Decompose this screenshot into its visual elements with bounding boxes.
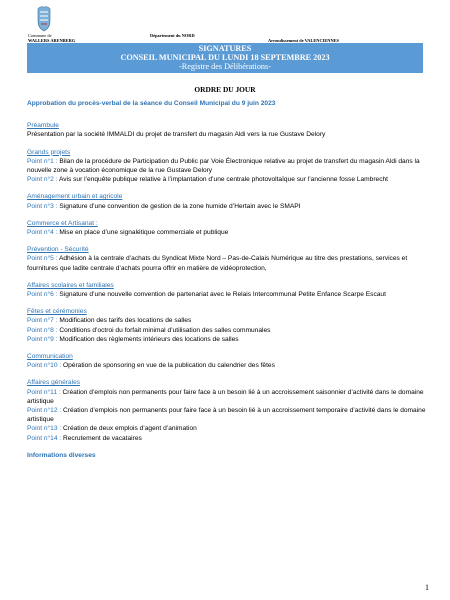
agenda-item <box>27 424 427 433</box>
commune-name: WALLERS ARENBERG <box>28 38 76 43</box>
point-text: Mise en place d’une signalétique commerciale et publique <box>57 229 229 237</box>
commune-label: Commune de <box>28 33 52 38</box>
agenda-section <box>27 281 427 299</box>
agenda-section <box>27 148 427 185</box>
point-number: Point n°10 : <box>27 362 62 370</box>
arrondissement-label: Arrondissement de VALENCIENNES <box>268 38 339 43</box>
point-number: Point n°13 : <box>27 425 62 433</box>
point-number: Point n°5 : <box>27 255 58 263</box>
section-title: Commerce et Artisanat : <box>27 219 98 227</box>
section-title: Affaires générales <box>27 379 81 387</box>
page-number: 1 <box>425 583 429 592</box>
agenda-section <box>27 219 427 237</box>
agenda-item <box>27 228 427 237</box>
agenda-section <box>27 245 427 273</box>
title-line-2: CONSEIL MUNICIPAL DU LUNDI 18 SEPTEMBRE 2023 <box>120 53 330 62</box>
agenda-item <box>27 130 427 139</box>
point-text: Opération de sponsoring en vue de la publication du calendrier des fêtes <box>61 362 275 370</box>
point-number: Point n°14 : <box>27 434 62 442</box>
agenda-section <box>27 307 427 344</box>
agenda-section <box>27 378 427 442</box>
point-number: Point n°11 : <box>27 388 61 396</box>
agenda-item <box>27 388 427 406</box>
point-number: Point n°9 : <box>27 335 58 343</box>
point-number: Point n°7 : <box>27 317 58 325</box>
point-text: Bilan de la procédure de Participation du Public par Voie Électronique relative au projet de transfert du magasin Aldi dans la nouvelle zone à vocation économique de la rue Gustave Delory <box>27 157 420 175</box>
point-number: Point n°6 : <box>27 291 58 299</box>
informations-diverses: Informations diverses <box>27 451 96 459</box>
section-title: Préambule <box>27 122 59 130</box>
point-text: Modification des règlements intérieurs des locations de salles <box>57 335 239 343</box>
agenda-item <box>27 316 427 325</box>
agenda-item <box>27 157 427 175</box>
point-text: Avis sur l’enquête publique relative à l’implantation d’une centrale photovoltaïque sur l’ancienne fosse Lambrecht <box>57 176 389 184</box>
agenda-heading: ORDRE DU JOUR <box>194 85 256 94</box>
agenda-section <box>27 352 427 370</box>
intro-approval: Approbation du procès-verbal de la séance du Conseil Municipal du 9 juin 2023 <box>27 100 276 107</box>
point-text: Création de deux emplois d’agent d’animation <box>61 425 197 433</box>
point-number: Point n°4 : <box>27 229 58 237</box>
agenda-content <box>27 99 427 460</box>
point-text: Présentation par la société IMMALDI du projet de transfert du magasin Aldi vers la rue Gustave Delory <box>27 131 326 139</box>
point-text: Recrutement de vacataires <box>61 434 142 442</box>
department-label: Département du NORD <box>150 33 195 38</box>
agenda-item <box>27 406 427 424</box>
section-title: Aménagement urbain et agricole <box>27 193 123 201</box>
agenda-item <box>27 335 427 344</box>
point-text: Conditions d’octroi du forfait minimal d’utilisation des salles communales <box>57 326 271 334</box>
agenda-item <box>27 254 427 272</box>
agenda-item <box>27 202 427 211</box>
agenda-section <box>27 121 427 139</box>
point-text: Adhésion à la centrale d’achats du Syndicat Mixte Nord – Pas-de-Calais Numérique au titre des prestations, services et fournitures que ladite centrale d’achats pourra offrir en matière de vidéoprotection, <box>27 255 408 272</box>
section-title: Affaires scolaires et familiales <box>27 281 114 289</box>
section-title: Fêtes et cérémonies <box>27 308 87 316</box>
agenda-section <box>27 192 427 210</box>
agenda-item <box>27 361 427 370</box>
point-number: Point n°1 : <box>27 157 58 165</box>
agenda-item <box>27 434 427 443</box>
agenda-item <box>27 326 427 335</box>
agenda-item <box>27 290 427 299</box>
agenda-sections <box>27 121 427 443</box>
title-line-3: -Registre des Délibérations- <box>179 62 271 71</box>
title-banner <box>27 43 423 73</box>
point-text: Création d’emplois non permanents pour faire face à un besoin lié à un accroissement saisonnier d’activité dans le domaine artistique <box>27 388 424 405</box>
point-number: Point n°3 : <box>27 202 58 210</box>
point-text: Signature d’une nouvelle convention de partenariat avec le Relais Intercommunal Petite Enfance Scarpe Escaut <box>57 291 386 299</box>
point-number: Point n°12 : <box>27 407 62 415</box>
point-text: Création d’emplois non permanents pour faire face à un besoin lié à un accroissement temporaire d’activité dans le domaine artistique <box>27 407 426 424</box>
crest-icon <box>36 6 52 32</box>
section-title: Grands projets <box>27 148 71 156</box>
point-text: Modification des tarifs des locations de salles <box>57 317 192 325</box>
point-number: Point n°8 : <box>27 326 58 334</box>
section-title: Communication <box>27 353 73 361</box>
title-line-1: SIGNATURES <box>198 44 252 53</box>
section-title: Prévention - Sécurité <box>27 246 89 254</box>
agenda-item <box>27 175 427 184</box>
point-text: Signature d’une convention de gestion de la zone humide d’Hertain avec le SMAPI <box>57 202 301 210</box>
point-number: Point n°2 : <box>27 176 58 184</box>
